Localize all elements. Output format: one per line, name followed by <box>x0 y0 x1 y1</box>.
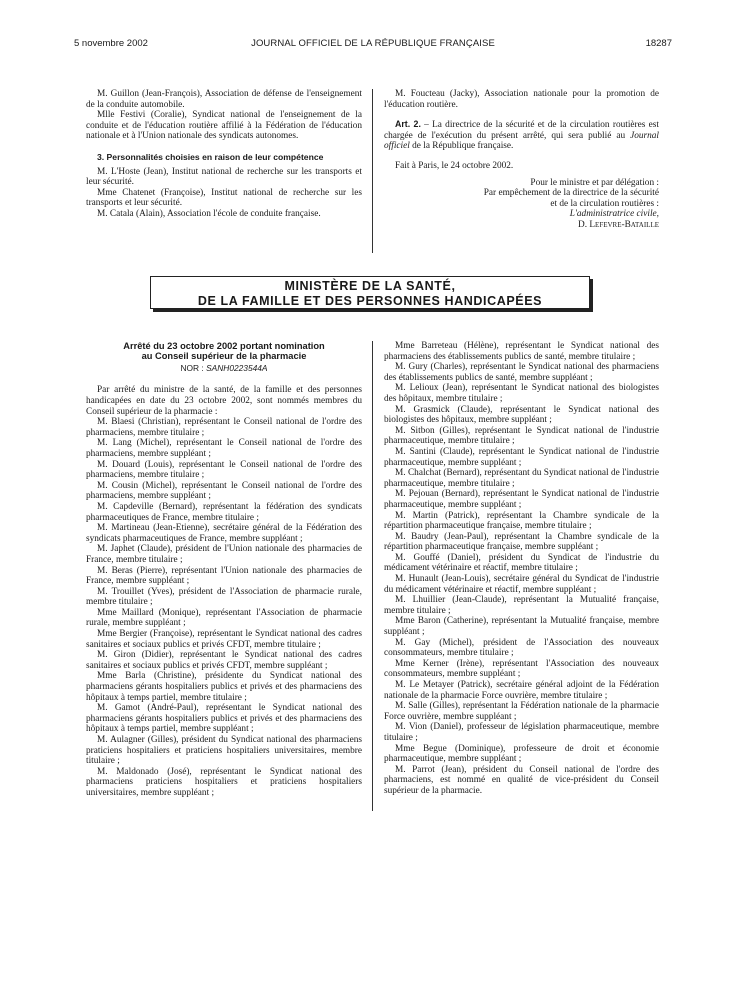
page-header <box>74 38 672 52</box>
member-entry: M. Chalchat (Bernard), représentant du Syndicat national de l'industrie pharmaceutique, membre titulaire ; <box>384 468 659 489</box>
member-entry: M. Blaesi (Christian), représentant le Conseil national de l'ordre des pharmaciens, membre titulaire ; <box>86 417 362 438</box>
member-entry: Mme Maillard (Monique), représentant l'Association de pharmacie rurale, membre suppléant ; <box>86 607 362 629</box>
member-entry: M. Hunault (Jean-Louis), secrétaire général du Syndicat de l'industrie du médicament vétérinaire et réactif, membre suppléant ; <box>384 574 659 595</box>
decree-intro: Par arrêté du ministre de la santé, de la famille et des personnes handicapées en date du 23 octobre 2002, sont nommés membres du Conseil supérieur de la pharmacie : <box>86 385 362 417</box>
decree-title: Arrêté du 23 octobre 2002 portant nomination au Conseil supérieur de la pharmacie <box>123 341 325 362</box>
member-entry: M. Maldonado (José), représentant le Syndicat national des pharmaciens praticiens hospitaliers et praticiens hospitaliers universitaires, membre suppléant ; <box>86 766 362 798</box>
member-entry: Mme Barreteau (Hélène), représentant le Syndicat national des pharmaciens des établissements publics de santé, membre titulaire ; <box>384 341 659 362</box>
member-entry: M. Gamot (André-Paul), représentant le Syndicat national des pharmaciens gérants hospitaliers publics et privés et des pharmaciens des hôpitaux à temps partiel, membre suppléant ; <box>86 703 362 735</box>
member-entry: M. Martin (Patrick), représentant la Chambre syndicale de la répartition pharmaceutique française, membre titulaire ; <box>384 510 659 532</box>
header-date: 5 novembre 2002 <box>74 38 148 49</box>
decree-left-column <box>86 341 362 799</box>
column-divider <box>372 341 373 811</box>
member-entry: M. Lang (Michel), représentant le Conseil national de l'ordre des pharmaciens, membre suppléant ; <box>86 438 362 459</box>
member-entry: M. Gury (Charles), représentant le Syndicat national des pharmaciens des établissements publics de santé, membre suppléant ; <box>384 362 659 383</box>
member-entry: M. Parrot (Jean), président du Conseil national de l'ordre des pharmaciens, est nommé en qualité de vice-président du Conseil supérieur de la pharmacie. <box>384 764 659 796</box>
ministry-banner <box>150 276 590 309</box>
section-subheading: 3. Personnalités choisies en raison de leur compétence <box>97 151 324 162</box>
nor-reference: NOR : SANH0223544A <box>180 362 268 373</box>
member-entry: M. Vion (Daniel), professeur de législation pharmaceutique, membre titulaire ; <box>384 722 659 743</box>
done-at: Fait à Paris, le 24 octobre 2002. <box>395 160 514 171</box>
member-entry: M. Catala (Alain), Association l'école de conduite française. <box>97 208 321 219</box>
member-entry: Mme Chatenet (Françoise), Institut national de recherche sur les transports et leur sécurité. <box>86 187 362 209</box>
member-entry: M. Martineau (Jean-Etienne), secrétaire général de la Fédération des syndicats pharmaceutiques de France, membre suppléant ; <box>86 523 362 544</box>
member-entry: M. Aulagner (Gilles), président du Syndicat national des pharmaciens praticiens hospitaliers et praticiens hospitaliers universitaires, membre titulaire ; <box>86 735 362 767</box>
member-entry: M. L'Hoste (Jean), Institut national de recherche sur les transports et leur sécurité. <box>86 166 362 188</box>
member-entry: M. Beras (Pierre), représentant l'Union nationale des pharmacies de France, membre suppléant ; <box>86 565 362 587</box>
member-entry: M. Santini (Claude), représentant le Syndicat national de l'industrie pharmaceutique, membre suppléant ; <box>384 446 659 468</box>
member-entry: Mme Bergier (Françoise), représentant le Syndicat national des cadres sanitaires et sociaux publics et privés CFDT, membre titulaire ; <box>86 629 362 650</box>
signatory-name: D. Lefevre-Bataille <box>578 219 659 230</box>
header-title: JOURNAL OFFICIEL DE LA RÉPUBLIQUE FRANÇAISE <box>251 38 495 49</box>
member-entry: M. Gouffé (Daniel), président du Syndicat de l'industrie du médicament vétérinaire et réactif, membre titulaire ; <box>384 552 659 574</box>
member-entry: M. Salle (Gilles), représentant la Fédération nationale de la pharmacie Force ouvrière, membre suppléant ; <box>384 701 659 722</box>
member-entry: M. Lelioux (Jean), représentant le Syndicat national des biologistes des hôpitaux, membre titulaire ; <box>384 383 659 404</box>
member-entry: M. Foucteau (Jacky), Association nationale pour la promotion de l'éducation routière. <box>384 89 659 110</box>
member-entry: M. Capdeville (Bernard), représentant la fédération des syndicats pharmaceutiques de France, membre titulaire ; <box>86 501 362 523</box>
journal-reference: Journal officiel <box>384 130 659 152</box>
ministry-line-1: MINISTÈRE DE LA SANTÉ, <box>284 279 456 293</box>
member-entry: Mme Kerner (Irène), représentant l'Association des nouveaux consommateurs, membre suppléant ; <box>384 658 659 680</box>
member-entry: Mme Baron (Catherine), représentant la Mutualité française, membre suppléant ; <box>384 616 659 638</box>
member-entry: M. Giron (Didier), représentant le Syndicat national des cadres sanitaires et sociaux publics et privés CFDT, membre suppléant ; <box>86 650 362 671</box>
top-left-column <box>86 89 362 220</box>
article-2: Art. 2. – La directrice de la sécurité et de la circulation routières est chargée de l'exécution du présent arrêté, qui sera publié au Journal officiel de la République française. <box>384 119 659 152</box>
signature-block: Pour le ministre et par délégation : Par empêchement de la directrice de la sécurité et de la circulation routières : L'administratrice civile, D. Lefevre-Bataille <box>384 178 659 231</box>
member-entry: M. Baudry (Jean-Paul), représentant la Chambre syndicale de la répartition pharmaceutique française, membre suppléant ; <box>384 531 659 553</box>
member-entry: Mlle Festivi (Coralie), Syndicat national de l'enseignement de la conduite et de l'éducation routière affilié à la Fédération de l'éducation nationale et à l'Union nationale des syndicats autonomes. <box>86 110 362 142</box>
member-entry: Mme Begue (Dominique), professeure de droit et économie pharmaceutique, membre suppléant ; <box>384 743 659 765</box>
member-entry: M. Sitbon (Gilles), représentant le Syndicat national de l'industrie pharmaceutique, membre titulaire ; <box>384 425 659 447</box>
member-entry: M. Douard (Louis), représentant le Conseil national de l'ordre des pharmaciens, membre titulaire ; <box>86 459 362 481</box>
member-entry: M. Gay (Michel), président de l'Association des nouveaux consommateurs, membre titulaire ; <box>384 637 659 659</box>
member-entry: M. Guillon (Jean-François), Association de défense de l'enseignement de la conduite automobile. <box>86 89 362 110</box>
member-entry: M. Japhet (Claude), président de l'Union nationale des pharmacies de France, membre titulaire ; <box>86 544 362 565</box>
member-entry: M. Trouillet (Yves), président de l'Association de pharmacie rurale, membre titulaire ; <box>86 586 362 608</box>
member-entry: M. Cousin (Michel), représentant le Conseil national de l'ordre des pharmaciens, membre suppléant ; <box>86 480 362 502</box>
column-divider <box>372 89 373 253</box>
member-entry: M. Lhuillier (Jean-Claude), représentant la Mutualité française, membre titulaire ; <box>384 595 659 616</box>
member-entry: M. Pejouan (Bernard), représentant le Syndicat national de l'industrie pharmaceutique, membre suppléant ; <box>384 489 659 510</box>
member-entry: Mme Barla (Christine), présidente du Syndicat national des pharmaciens gérants hospitaliers publics et privés et des pharmaciens des hôpitaux à temps partiel, membre titulaire ; <box>86 671 362 703</box>
top-right-column <box>384 89 659 231</box>
decree-right-column <box>384 341 659 797</box>
ministry-line-2: DE LA FAMILLE ET DES PERSONNES HANDICAPÉES <box>197 294 543 308</box>
article-label: Art. 2. <box>395 119 421 130</box>
member-entry: M. Grasmick (Claude), représentant le Syndicat national des biologistes des hôpitaux, membre suppléant ; <box>384 404 659 426</box>
member-entry: M. Le Metayer (Patrick), secrétaire général adjoint de la Fédération nationale de la pharmacie Force ouvrière, membre titulaire ; <box>384 680 659 701</box>
nor-code: SANH0223544A <box>206 362 268 373</box>
page-number: 18287 <box>645 38 672 49</box>
